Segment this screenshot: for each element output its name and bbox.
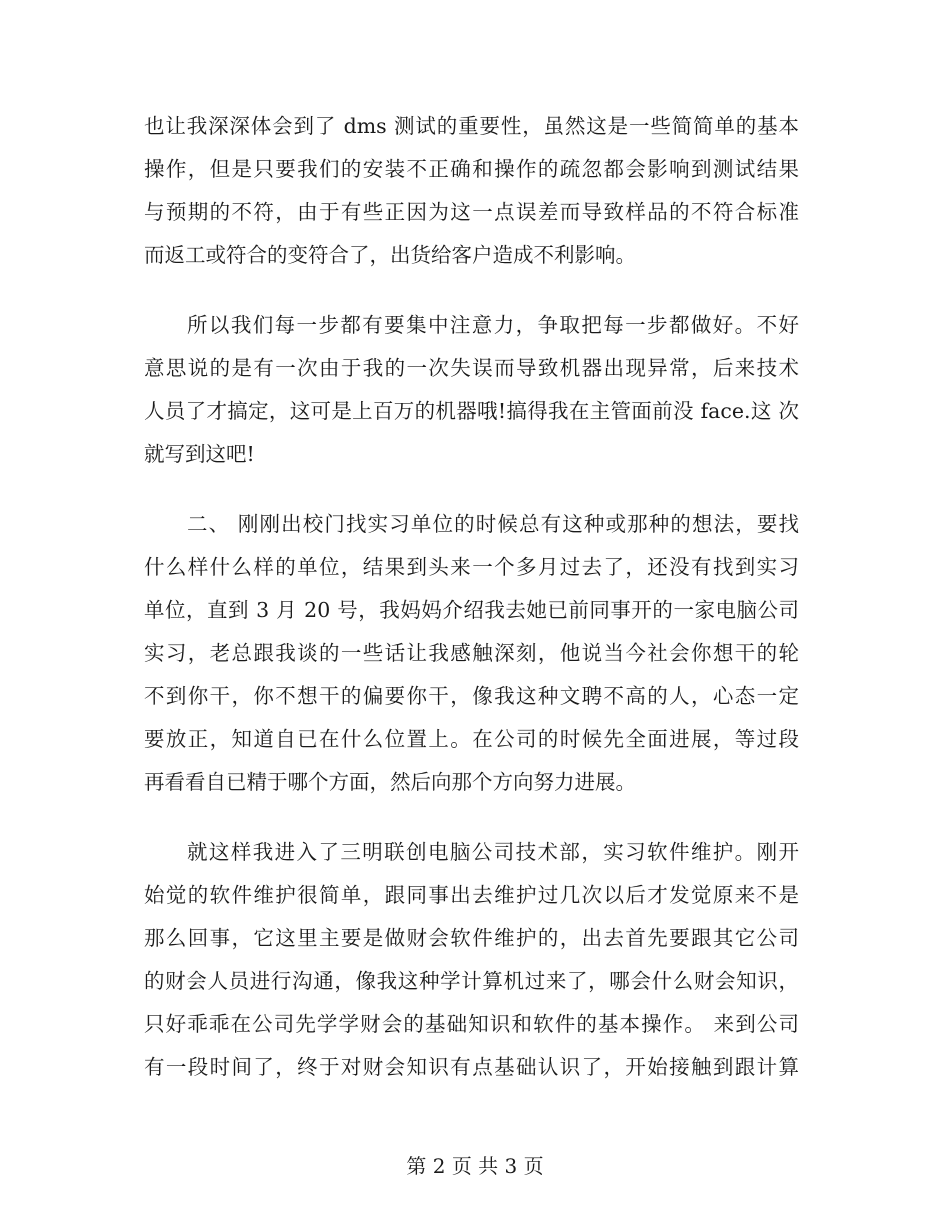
paragraph-4-line-1: 就这样我进入了三明联创电脑公司技术部，实习软件维护。刚开 — [187, 840, 799, 864]
paragraph-2-line-2: 意思说的是有一次由于我的一次失误而导致机器出现异常，后来技术 — [144, 356, 799, 380]
paragraph-4-line-5: 只好乖乖在公司先学学财会的基础知识和软件的基本操作。 来到公司 — [144, 1012, 799, 1036]
paragraph-3-line-7: 再看看自已精于哪个方面，然后向那个方向努力进展。 — [144, 770, 636, 794]
paragraph-1-line-4: 而返工或符合的变符合了，出货给客户造成不利影响。 — [144, 243, 636, 267]
paragraph-4-line-3: 那么回事，它这里主要是做财会软件维护的，出去首先要跟其它公司 — [144, 926, 799, 950]
paragraph-1-line-3: 与预期的不符，由于有些正因为这一点误差而导致样品的不符合标准 — [144, 200, 799, 224]
paragraph-3-line-1: 二、 刚刚出校门找实习单位的时候总有这种或那种的想法，要找 — [187, 512, 799, 536]
paragraph-2-line-1: 所以我们每一步都有要集中注意力，争取把每一步都做好。不好 — [187, 313, 799, 337]
paragraph-3-line-2: 什么样什么样的单位，结果到头来一个多月过去了，还没有找到实习 — [144, 555, 799, 579]
paragraph-2-line-3: 人员了才搞定，这可是上百万的机器哦!搞得我在主管面前没 face.这 次 — [144, 399, 799, 423]
paragraph-3-line-6: 要放正，知道自已在什么位置上。在公司的时候先全面进展，等过段 — [144, 727, 799, 751]
paragraph-4-line-4: 的财会人员进行沟通，像我这种学计算机过来了，哪会什么财会知识， — [144, 969, 799, 993]
paragraph-1-line-2: 操作，但是只要我们的安装不正确和操作的疏忽都会影响到测试结果 — [144, 157, 799, 181]
paragraph-1-line-1: 也让我深深体会到了 dms 测试的重要性，虽然这是一些简简单的基本 — [144, 114, 799, 138]
paragraph-3-line-5: 不到你干，你不想干的偏要你干，像我这种文聘不高的人，心态一定 — [144, 684, 799, 708]
paragraph-4-line-2: 始觉的软件维护很简单，跟同事出去维护过几次以后才发觉原来不是 — [144, 883, 799, 907]
paragraph-3-line-3: 单位，直到 3 月 20 号，我妈妈介绍我去她已前同事开的一家电脑公司 — [144, 598, 799, 622]
paragraph-3-line-4: 实习，老总跟我谈的一些话让我感触深刻，他说当今社会你想干的轮 — [144, 641, 799, 665]
page-number: 第 2 页 共 3 页 — [406, 1154, 544, 1178]
paragraph-4-line-6: 有一段时间了，终于对财会知识有点基础认识了，开始接触到跟计算 — [144, 1055, 799, 1079]
paragraph-2-line-4: 就写到这吧! — [144, 442, 255, 466]
